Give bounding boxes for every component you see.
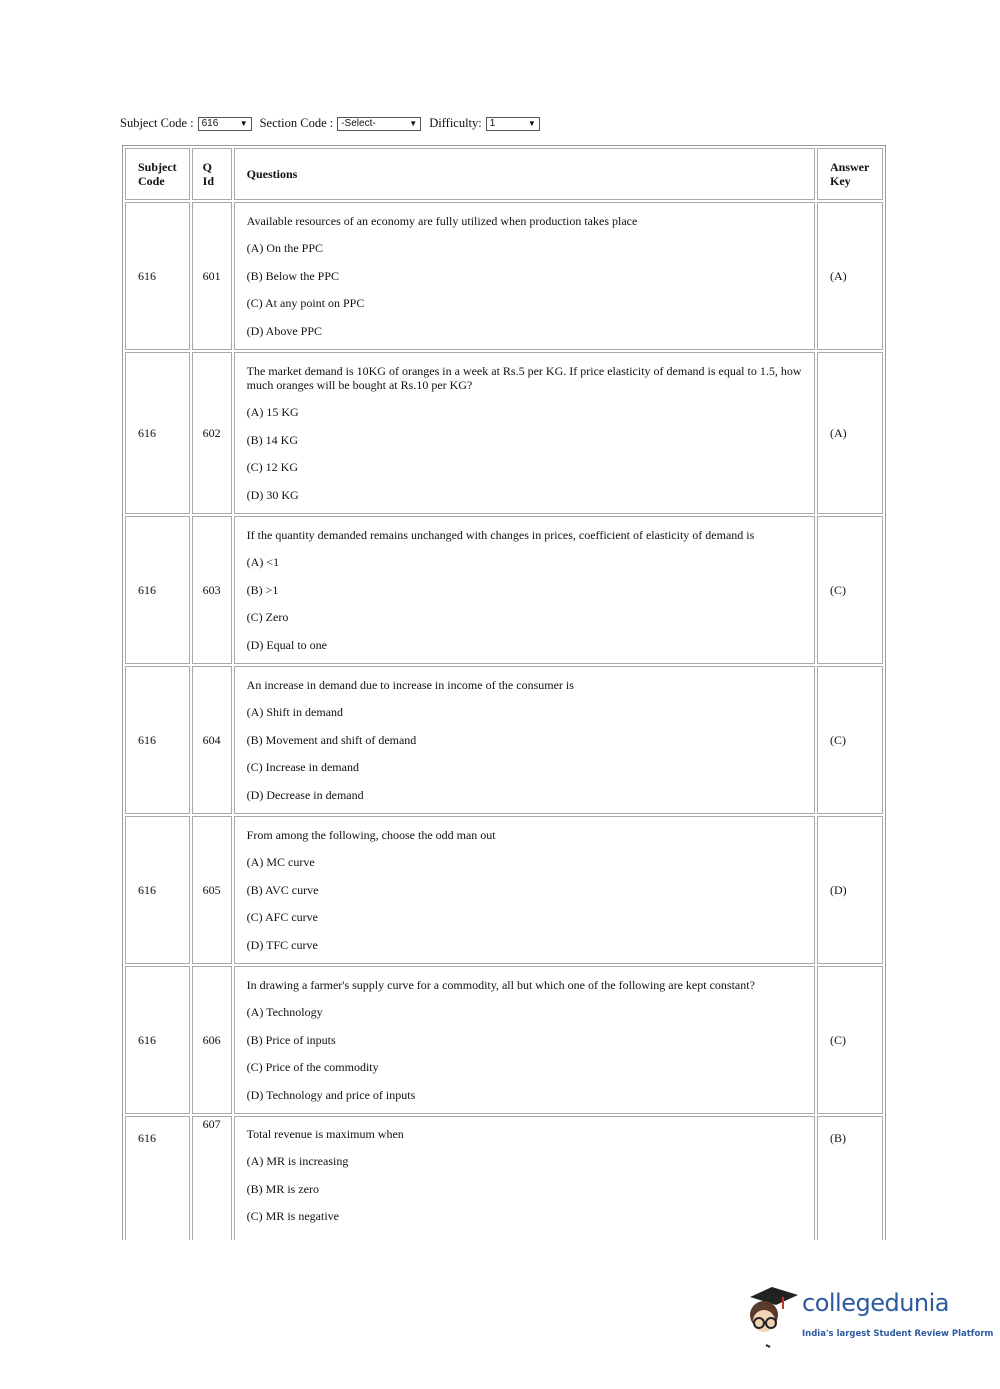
logo-tagline: India's largest Student Review Platform — [802, 1329, 994, 1339]
header-subject-code: Subject Code — [125, 148, 190, 200]
question-text: The market demand is 10KG of oranges in a week at Rs.5 per KG. If price elasticity of demand is equal to 1.5, how much oranges will be bought at Rs.10 per KG? — [246, 364, 802, 393]
question-cell — [234, 202, 815, 350]
answer-key-cell: (B) — [817, 1116, 883, 1256]
answer-key-cell: (C) — [817, 666, 883, 814]
table-row — [125, 816, 883, 964]
answer-option: (C) AFC curve — [246, 910, 318, 925]
q-id-cell: 601 — [192, 202, 232, 350]
answer-option: (D) 30 KG — [246, 487, 299, 502]
q-id-cell: 603 — [192, 516, 232, 664]
answer-option: (D) TFC curve — [246, 937, 318, 952]
q-id-cell: 606 — [192, 966, 232, 1114]
question-cell — [234, 1116, 815, 1256]
header-q-id: Q Id — [192, 148, 232, 200]
table-header-row — [125, 148, 883, 200]
answer-option: (A) <1 — [246, 555, 280, 570]
answer-option: (A) MR is increasing — [246, 1154, 349, 1168]
answer-option: (A) On the PPC — [246, 241, 324, 256]
mascot-icon — [742, 1283, 802, 1353]
table-row — [125, 202, 883, 350]
subject-code-cell: 616 — [125, 516, 190, 664]
answer-option: (B) MR is zero — [246, 1181, 319, 1196]
answer-option: (C) At any point on PPC — [246, 296, 365, 311]
answer-option: (C) Price of the commodity — [246, 1060, 379, 1075]
answer-option: (D) Decrease in demand — [246, 787, 364, 802]
answer-option: (C) Zero — [246, 610, 289, 625]
answer-option: (A) 15 KG — [246, 405, 299, 420]
question-text: Total revenue is maximum when — [246, 1127, 404, 1141]
answer-key-cell: (D) — [817, 816, 883, 964]
q-id-cell: 605 — [192, 816, 232, 964]
subject-code-cell: 616 — [125, 1116, 190, 1256]
dropdown-arrow-icon: ▼ — [409, 119, 418, 128]
table-row — [125, 352, 883, 514]
subject-code-label: Subject Code : — [120, 116, 194, 130]
difficulty-value: 1 — [489, 118, 496, 129]
question-text: In drawing a farmer's supply curve for a commodity, all but which one of the following are kept constant? — [246, 978, 755, 993]
q-id-cell: 602 — [192, 352, 232, 514]
question-text: If the quantity demanded remains unchanged with changes in prices, coefficient of elasticity of demand is — [246, 528, 755, 543]
q-id-cell: 604 — [192, 666, 232, 814]
subject-code-cell: 616 — [125, 966, 190, 1114]
header-questions: Questions — [234, 148, 815, 200]
dropdown-arrow-icon: ▼ — [239, 119, 248, 128]
answer-option: (A) Technology — [246, 1005, 323, 1020]
question-cell — [234, 816, 815, 964]
question-text: From among the following, choose the odd man out — [246, 828, 496, 843]
subject-code-cell: 616 — [125, 202, 190, 350]
answer-key-cell: (C) — [817, 516, 883, 664]
section-code-label: Section Code : — [259, 116, 334, 130]
answer-option: (B) Below the PPC — [246, 268, 340, 283]
answer-option: (B) AVC curve — [246, 882, 319, 897]
q-id-cell: 607 — [192, 1116, 232, 1256]
difficulty-label: Difficulty: — [429, 116, 482, 130]
logo-wordmark: collegedunia — [802, 1289, 950, 1317]
table-row — [125, 1116, 883, 1256]
subject-code-cell: 616 — [125, 666, 190, 814]
question-text: Available resources of an economy are fully utilized when production takes place — [246, 214, 638, 229]
answer-option: (B) Price of inputs — [246, 1032, 336, 1047]
question-text: An increase in demand due to increase in income of the consumer is — [246, 678, 574, 693]
answer-option: (C) Increase in demand — [246, 760, 359, 775]
answer-key-cell: (C) — [817, 966, 883, 1114]
collegedunia-logo — [742, 1283, 994, 1353]
filter-bar — [120, 116, 544, 131]
question-cell — [234, 516, 815, 664]
subject-code-cell: 616 — [125, 352, 190, 514]
questions-table — [122, 145, 886, 1259]
dropdown-arrow-icon: ▼ — [527, 119, 536, 128]
section-code-select[interactable] — [337, 117, 421, 131]
difficulty-select[interactable] — [486, 117, 540, 131]
subject-code-value: 616 — [201, 118, 219, 129]
answer-option: (D) Above PPC — [246, 323, 323, 338]
answer-option: (A) MC curve — [246, 855, 315, 870]
subject-code-cell: 616 — [125, 816, 190, 964]
question-cell — [234, 666, 815, 814]
answer-key-cell: (A) — [817, 352, 883, 514]
question-cell — [234, 966, 815, 1114]
answer-option: (C) MR is negative — [246, 1209, 339, 1224]
answer-option: (A) Shift in demand — [246, 705, 343, 720]
answer-option: (C) 12 KG — [246, 460, 298, 475]
table-row — [125, 966, 883, 1114]
answer-key-cell: (A) — [817, 202, 883, 350]
table-row — [125, 666, 883, 814]
question-cell — [234, 352, 815, 514]
table-row — [125, 516, 883, 664]
header-answer-key: Answer Key — [817, 148, 883, 200]
answer-option: (B) Movement and shift of demand — [246, 732, 417, 747]
answer-option: (B) 14 KG — [246, 432, 298, 447]
answer-option: (D) Technology and price of inputs — [246, 1087, 416, 1102]
answer-option: (B) >1 — [246, 582, 279, 597]
subject-code-select[interactable] — [198, 117, 252, 131]
answer-option: (D) Equal to one — [246, 637, 327, 652]
section-code-value: -Select- — [341, 118, 376, 129]
